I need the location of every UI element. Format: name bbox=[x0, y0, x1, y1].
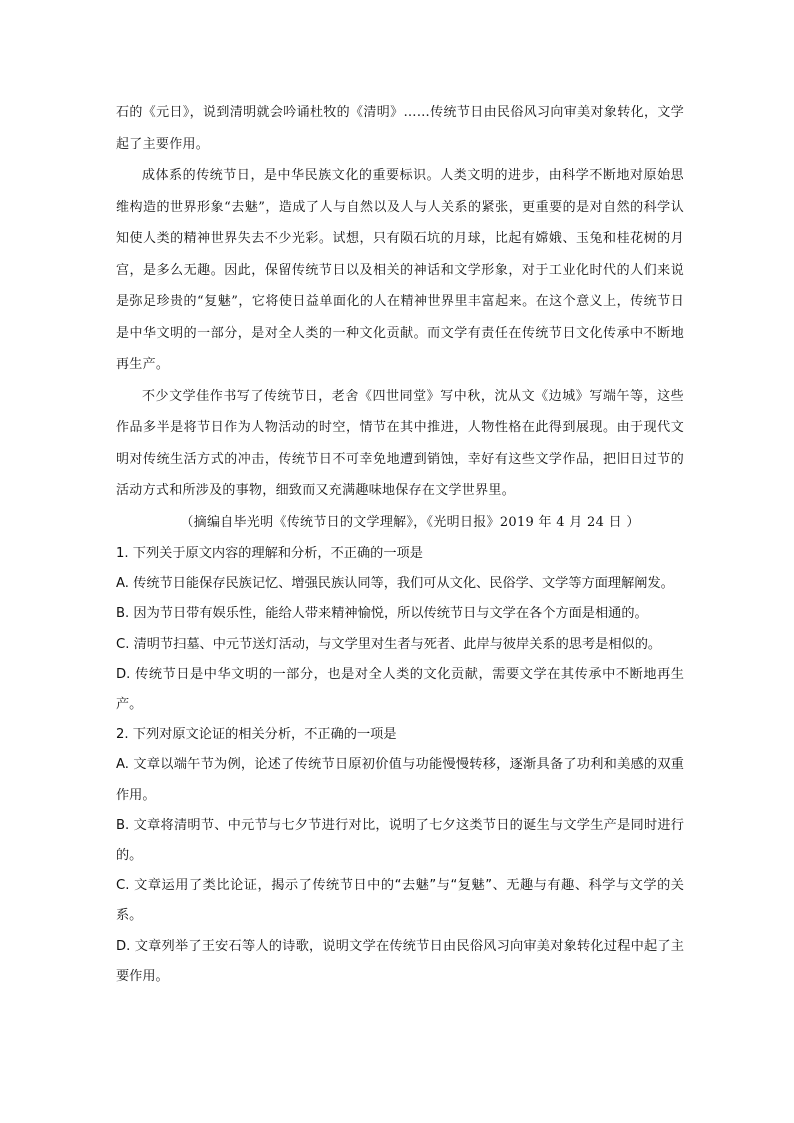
option-c: C. 清明节扫墓、中元节送灯活动，与文学里对生者与死者、此岸与彼岸关系的思考是相似的。 bbox=[116, 636, 662, 652]
question-stem: 1. 下列关于原文内容的理解和分析，不正确的一项是 bbox=[116, 546, 423, 561]
option-a: A. 文章以端午节为例，论述了传统节日原初价值与功能慢慢转移，逐渐具备了功利和美感的双重作用。 bbox=[116, 757, 684, 803]
passage-source: （摘编自毕光明《传统节日的文学理解》，《光明日报》2019 年 4 月 24 日 ） bbox=[180, 514, 640, 530]
option-c: C. 文章运用了类比论证，揭示了传统节日中的“去魅”与“复魅”、无趣与有趣、科学与文学的关系。 bbox=[116, 878, 684, 924]
question-1 bbox=[116, 539, 684, 720]
passage-paragraph: 成体系的传统节日，是中华民族文化的重要标识。人类文明的进步，由科学不断地对原始思维构造的世界形象“去魅”，造成了人与自然以及人与人关系的紧张，更重要的是对自然的科学认知使人类的精神世界失去不少光彩。试想，只有陨石坑的月球，比起有嫦娥、玉兔和桂花树的月宫，是多么无趣。因此，保留传统节日以及相关的神话和文学形象，对于工业化时代的人们来说是弥足珍贵的“复魅”，它将使日益单面化的人在精神世界里丰富起来。在这个意义上，传统节日是中华文明的一部分，是对全人类的一种文化贡献。而文学有责任在传统节日文化传承中不断地再生产。 bbox=[116, 168, 684, 372]
option-d: D. 文章列举了王安石等人的诗歌，说明文学在传统节日由民俗风习向审美对象转化过程中起了主要作用。 bbox=[116, 938, 684, 984]
option-d: D. 传统节日是中华文明的一部分，也是对全人类的文化贡献，需要文学在其传承中不断地再生产。 bbox=[116, 666, 684, 713]
document-body bbox=[116, 97, 684, 992]
option-b: B. 文章将清明节、中元节与七夕节进行对比，说明了七夕这类节日的诞生与文学生产是同时进行的。 bbox=[116, 817, 684, 864]
question-2 bbox=[116, 720, 684, 992]
passage-paragraph: 石的《元日》，说到清明就会吟诵杜牧的《清明》……传统节日由民俗风习向审美对象转化，文学起了主要作用。 bbox=[116, 105, 684, 152]
option-a: A. 传统节日能保存民族记忆、增强民族认同等，我们可从文化、民俗学、文学等方面理解阐发。 bbox=[116, 576, 674, 592]
passage-paragraph: 不少文学佳作书写了传统节日，老舍《四世同堂》写中秋，沈从文《边城》写端午等，这些作品多半是将节日作为人物活动的时空，情节在其中推进，人物性格在此得到展现。由于现代文明对传统生活方式的冲击，传统节日不可幸免地遭到销蚀，幸好有这些文学作品，把旧日过节的活动方式和所涉及的事物，细致而又充满趣味地保存在文学世界里。 bbox=[116, 388, 684, 498]
option-b: B. 因为节日带有娱乐性，能给人带来精神愉悦，所以传统节日与文学在各个方面是相通的。 bbox=[116, 606, 648, 622]
question-stem: 2. 下列对原文论证的相关分析，不正确的一项是 bbox=[116, 727, 397, 743]
